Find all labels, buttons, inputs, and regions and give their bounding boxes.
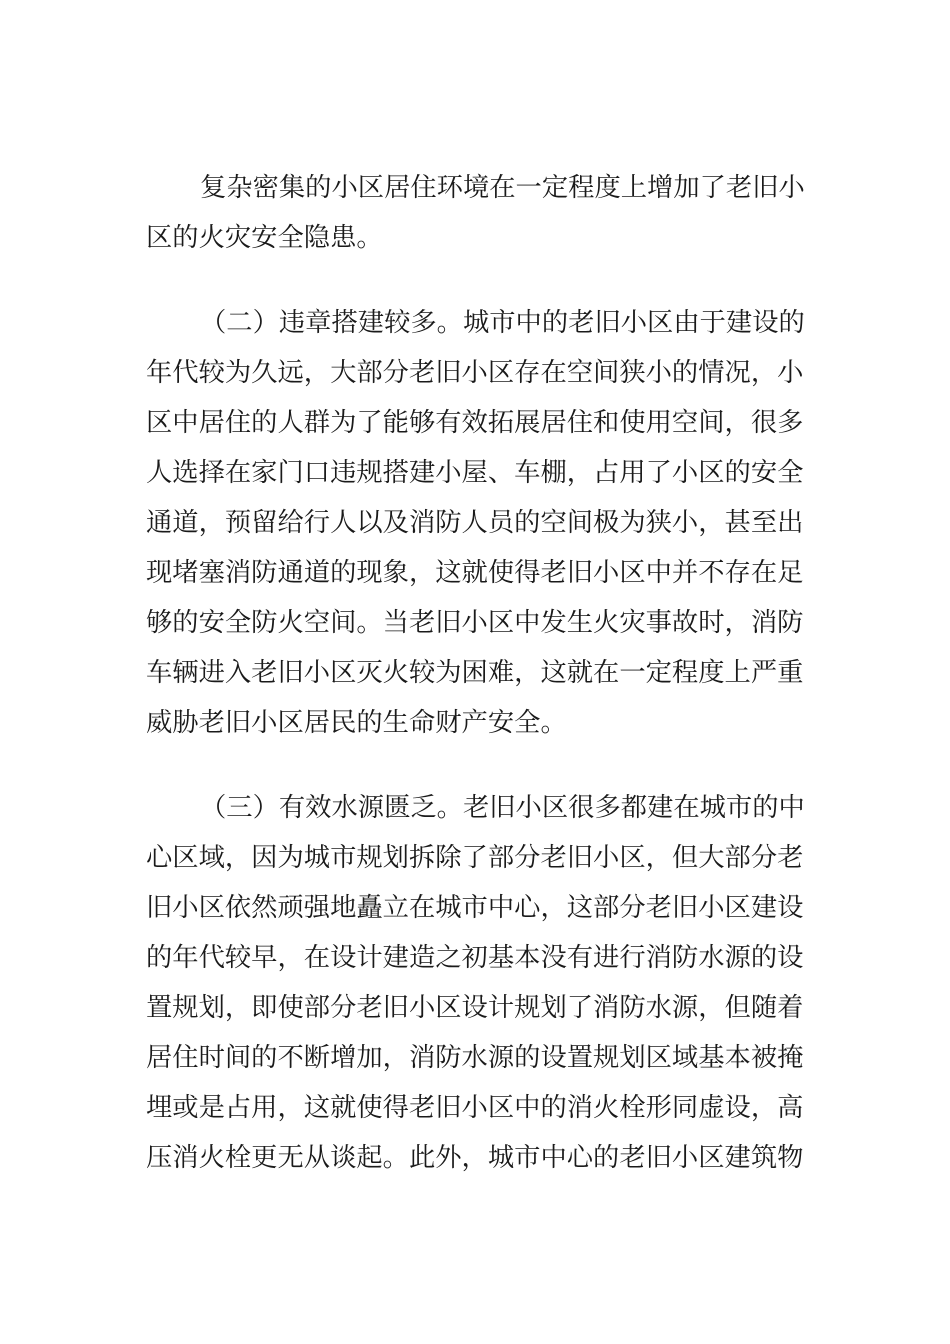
paragraph-line: 压消火栓更无从谈起。此外，城市中心的老旧小区建筑物 (146, 1143, 804, 1173)
paragraph-line: 现堵塞消防通道的现象，这就使得老旧小区中并不存在足 (146, 558, 804, 588)
paragraph-line: 人选择在家门口违规搭建小屋、车棚，占用了小区的安全 (146, 458, 804, 488)
paragraph-line: 通道，预留给行人以及消防人员的空间极为狭小，甚至出 (146, 508, 804, 538)
paragraph-line: 年代较为久远，大部分老旧小区存在空间狭小的情况，小 (146, 358, 804, 388)
paragraph-line: 埋或是占用，这就使得老旧小区中的消火栓形同虚设，高 (146, 1093, 804, 1123)
paragraph-line: 够的安全防火空间。当老旧小区中发生火灾事故时，消防 (146, 608, 804, 638)
paragraph-line: 居住时间的不断增加，消防水源的设置规划区域基本被掩 (146, 1043, 804, 1073)
paragraph-line: 威胁老旧小区居民的生命财产安全。 (146, 708, 567, 738)
paragraph-line: 旧小区依然顽强地矗立在城市中心，这部分老旧小区建设 (146, 893, 804, 923)
paragraph-line: 区的火灾安全隐患。 (146, 223, 383, 253)
paragraph-line: 区中居住的人群为了能够有效拓展居住和使用空间，很多 (146, 408, 804, 438)
paragraph-line: 置规划，即使部分老旧小区设计规划了消防水源，但随着 (146, 993, 804, 1023)
paragraph-line: 的年代较早，在设计建造之初基本没有进行消防水源的设 (146, 943, 804, 973)
paragraph-line: （三）有效水源匮乏。老旧小区很多都建在城市的中 (200, 793, 805, 823)
paragraph-line: 复杂密集的小区居住环境在一定程度上增加了老旧小 (200, 173, 805, 203)
paragraph-line: 车辆进入老旧小区灭火较为困难，这就在一定程度上严重 (146, 658, 804, 688)
paragraph-line: 心区域，因为城市规划拆除了部分老旧小区，但大部分老 (146, 843, 804, 873)
paragraph-line: （二）违章搭建较多。城市中的老旧小区由于建设的 (200, 308, 805, 338)
